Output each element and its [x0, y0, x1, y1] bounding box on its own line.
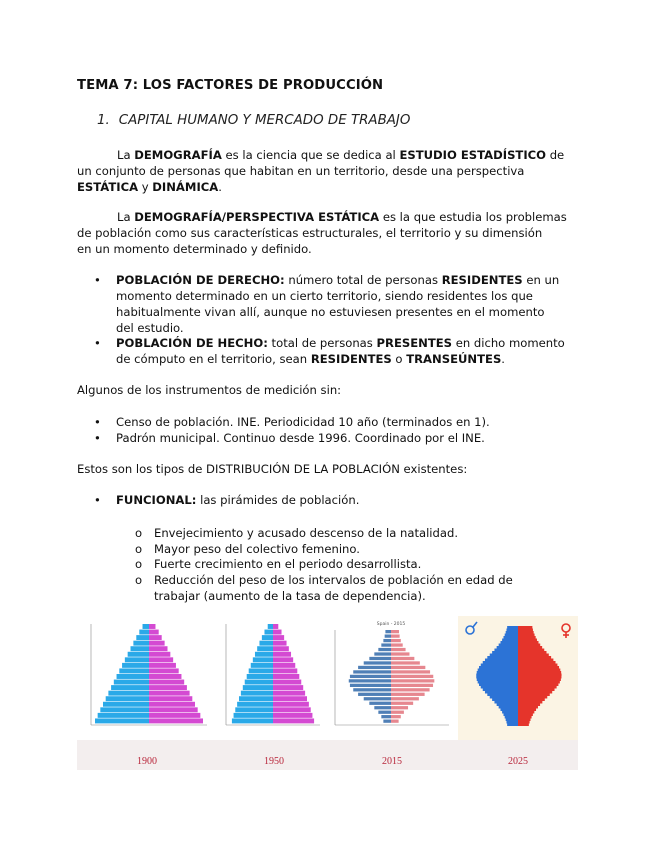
male-bar: [374, 706, 391, 709]
year-label-1900: 1900: [137, 756, 157, 767]
bullet-marker: •: [94, 415, 101, 429]
female-bar: [391, 666, 425, 669]
female-bar: [149, 652, 170, 657]
pyramid-2015: [329, 616, 454, 740]
male-bar: [476, 674, 518, 677]
male-bar: [492, 651, 518, 654]
population-pyramids-figure: [77, 616, 578, 770]
female-bar: [391, 630, 399, 633]
female-bar: [391, 652, 409, 655]
female-bar: [149, 718, 203, 723]
female-bar: [518, 644, 540, 647]
bold-term: RESIDENTES: [441, 273, 523, 287]
female-bar: [149, 707, 198, 712]
male-bar: [245, 680, 273, 685]
text-line: del estudio.: [116, 321, 184, 335]
female-bar: [518, 686, 557, 689]
distribution-intro: Estos son los tipos de DISTRIBUCIÓN DE LA POBLACIÓN existentes:: [77, 462, 468, 476]
female-bar: [518, 629, 533, 632]
text-run: es la que estudia los problemas: [379, 210, 567, 224]
female-bar: [518, 714, 533, 717]
sub-bullet-marker: o: [135, 557, 143, 571]
bold-term: ESTUDIO ESTADÍSTICO: [399, 148, 547, 162]
pyramid-1950-chart: [218, 616, 325, 740]
female-bar: [518, 711, 534, 714]
female-bar: [518, 681, 560, 684]
female-bar: [391, 679, 434, 682]
male-bar: [383, 720, 391, 723]
female-bar: [149, 713, 200, 718]
male-symbol-icon: [466, 626, 474, 634]
male-bar: [350, 684, 391, 687]
female-bar: [518, 694, 550, 697]
male-bar: [483, 689, 518, 692]
female-bar: [518, 651, 546, 654]
female-bar: [518, 664, 557, 667]
pyramid-2025-chart: [458, 616, 578, 740]
text-line: Padrón municipal. Continuo desde 1996. Coordinado por el INE.: [116, 431, 485, 445]
page-title: TEMA 7: LOS FACTORES DE PRODUCCIÓN: [77, 78, 384, 93]
male-bar: [487, 656, 518, 659]
female-bar: [273, 691, 305, 696]
male-bar: [506, 631, 518, 634]
text-line: trabajar (aumento de la tasa de dependencia).: [154, 589, 426, 603]
female-bar: [149, 702, 195, 707]
male-bar: [353, 688, 391, 691]
paragraph-demografia: [77, 147, 577, 195]
male-bar: [251, 663, 273, 668]
female-bar: [518, 661, 556, 664]
text-run: o: [391, 352, 407, 366]
sub-bullet-marker: o: [135, 526, 143, 540]
male-bar: [106, 696, 149, 701]
male-bar: [503, 714, 518, 717]
text-line: momento determinado en un cierto territorio, siendo residentes los que: [116, 289, 533, 303]
sub-bullet-marker: o: [135, 573, 143, 587]
male-bar: [385, 630, 391, 633]
male-bar: [500, 641, 518, 644]
male-bar: [481, 664, 518, 667]
bold-term: PRESENTES: [376, 336, 453, 350]
pyramid-1950: [218, 616, 325, 740]
female-symbol-icon: [562, 624, 570, 632]
bold-term: DINÁMICA: [152, 180, 219, 194]
female-bar: [518, 659, 553, 662]
female-bar: [518, 696, 547, 699]
male-bar: [259, 641, 273, 646]
female-bar: [391, 702, 413, 705]
text-line: habitualmente vivan allí, aunque no estuviesen presentes en el momento: [116, 305, 545, 319]
male-bar: [497, 646, 518, 649]
female-bar: [391, 706, 408, 709]
female-bar: [273, 624, 278, 629]
male-bar: [369, 657, 391, 660]
male-bar: [139, 630, 149, 635]
male-bar: [122, 663, 149, 668]
female-bar: [518, 649, 544, 652]
male-bar: [239, 696, 273, 701]
male-bar: [95, 718, 149, 723]
male-bar: [264, 630, 273, 635]
male-bar: [237, 702, 273, 707]
male-bar: [143, 624, 149, 629]
chart-title: Spain - 2015: [376, 622, 406, 627]
paragraph-estatica: [77, 209, 577, 257]
bullet-funcional: [94, 492, 581, 508]
bold-term: FUNCIONAL:: [116, 493, 197, 507]
female-bar: [149, 630, 159, 635]
text-run: en dicho momento: [452, 336, 565, 350]
bold-term: ESTÁTICA: [77, 180, 139, 194]
female-bar: [273, 646, 289, 651]
female-bar: [391, 643, 403, 646]
female-bar: [273, 652, 291, 657]
pyramid-1900-chart: [77, 616, 214, 740]
bullet-marker: •: [94, 431, 101, 445]
female-bar: [518, 654, 549, 657]
male-bar: [133, 641, 149, 646]
male-bar: [98, 713, 149, 718]
text-line: Mayor peso del colectivo femenino.: [154, 542, 360, 556]
female-bar: [518, 641, 538, 644]
male-bar: [494, 649, 518, 652]
female-bar: [518, 699, 545, 702]
female-bar: [391, 657, 414, 660]
female-bar: [391, 675, 433, 678]
male-bar: [494, 701, 518, 704]
male-bar: [485, 659, 518, 662]
sub-item: [135, 525, 584, 541]
female-bar: [518, 636, 536, 639]
section-title: CAPITAL HUMANO Y MERCADO DE TRABAJO: [118, 113, 411, 128]
male-bar: [232, 718, 273, 723]
male-bar: [114, 680, 149, 685]
male-bar: [490, 696, 518, 699]
male-bar: [100, 707, 149, 712]
female-bar: [273, 641, 287, 646]
female-bar: [149, 624, 155, 629]
male-bar: [108, 691, 149, 696]
female-bar: [391, 634, 400, 637]
female-bar: [273, 663, 295, 668]
male-bar: [241, 691, 273, 696]
text-run: La: [117, 210, 135, 224]
female-bar: [273, 630, 282, 635]
text-line: en un momento determinado y definido.: [77, 242, 312, 256]
male-bar: [125, 657, 149, 662]
text-run: número total de personas: [284, 273, 442, 287]
female-bar: [149, 691, 190, 696]
male-bar: [262, 635, 273, 640]
male-bar: [247, 674, 273, 679]
female-bar: [149, 646, 168, 651]
male-bar: [353, 670, 391, 673]
male-bar: [349, 679, 391, 682]
instruments-intro: Algunos de los instrumentos de medición sin:: [77, 383, 342, 397]
section-heading: [97, 113, 410, 128]
female-bar: [518, 701, 542, 704]
text-line: de población como sus características estructurales, el territorio y su dimensión: [77, 226, 543, 240]
female-bar: [391, 688, 430, 691]
female-bar: [518, 639, 537, 642]
sub-bullet-marker: o: [135, 542, 143, 556]
sub-item: [135, 572, 584, 604]
male-bar: [350, 675, 391, 678]
male-bar: [499, 706, 518, 709]
female-bar: [149, 635, 162, 640]
female-bar: [273, 657, 293, 662]
text-run: de: [546, 148, 565, 162]
text-line: Censo de población. INE. Periodicidad 10 año (terminados en 1).: [116, 415, 490, 429]
male-bar: [119, 668, 149, 673]
male-bar: [268, 624, 273, 629]
text-line: Reducción del peso de los intervalos de población en edad de: [154, 573, 513, 587]
year-label-1950: 1950: [264, 756, 284, 767]
female-bar: [518, 646, 542, 649]
bullet-marker: •: [94, 336, 101, 350]
female-bar: [518, 706, 538, 709]
text-run: total de personas: [267, 336, 377, 350]
female-bar: [149, 685, 187, 690]
text-run: y: [138, 180, 153, 194]
female-bar: [518, 634, 535, 637]
female-bar: [149, 696, 192, 701]
text-run: .: [218, 180, 222, 194]
text-run: .: [501, 352, 505, 366]
male-bar: [478, 681, 518, 684]
bold-term: DEMOGRAFÍA/PERSPECTIVA ESTÁTICA: [134, 210, 380, 224]
female-bar: [149, 668, 179, 673]
bullet-marker: •: [94, 273, 101, 287]
male-bar: [235, 707, 273, 712]
female-bar: [391, 720, 399, 723]
male-bar: [481, 686, 518, 689]
male-bar: [506, 629, 518, 632]
section-number: 1.: [97, 113, 110, 128]
male-bar: [374, 652, 391, 655]
female-bar: [149, 674, 181, 679]
text-run: las pirámides de población.: [196, 493, 360, 507]
female-bar: [518, 669, 560, 672]
bullet-poblacion-hecho: [94, 335, 581, 367]
female-bar: [518, 671, 561, 674]
male-bar: [369, 702, 391, 705]
text-run: en un: [522, 273, 560, 287]
year-label-2025: 2025: [508, 756, 528, 767]
female-bar: [391, 684, 433, 687]
male-bar: [502, 639, 518, 642]
text-line: un conjunto de personas que habitan en un territorio, desde una perspectiva: [77, 164, 525, 178]
female-bar: [273, 668, 297, 673]
female-bar: [518, 689, 555, 692]
male-bar: [477, 671, 518, 674]
female-bar: [518, 704, 540, 707]
male-bar: [378, 648, 391, 651]
male-bar: [381, 643, 391, 646]
male-bar: [479, 666, 518, 669]
male-bar: [136, 635, 149, 640]
male-bar: [476, 676, 518, 679]
male-bar: [507, 724, 518, 727]
text-line: Envejecimiento y acusado descenso de la natalidad.: [154, 526, 459, 540]
female-bar: [391, 697, 419, 700]
female-bar: [518, 679, 561, 682]
female-bar: [518, 691, 552, 694]
male-bar: [364, 661, 391, 664]
male-bar: [253, 657, 273, 662]
female-bar: [391, 639, 401, 642]
female-bar: [273, 707, 311, 712]
bold-term: RESIDENTES: [310, 352, 392, 366]
female-bar: [518, 716, 532, 719]
female-bar: [518, 626, 532, 629]
male-bar: [485, 691, 518, 694]
male-bar: [255, 652, 273, 657]
sub-item: [135, 541, 584, 557]
female-bar: [518, 666, 559, 669]
female-bar: [273, 713, 312, 718]
bold-term: POBLACIÓN DE DERECHO:: [116, 273, 285, 287]
instrument-item: [94, 430, 581, 446]
bullet-poblacion-derecho: [94, 272, 581, 336]
male-bar: [502, 711, 518, 714]
male-bar: [477, 679, 518, 682]
male-bar: [506, 719, 518, 722]
male-bar: [249, 668, 273, 673]
male-bar: [358, 666, 391, 669]
female-bar: [518, 674, 562, 677]
female-bar: [518, 684, 558, 687]
female-bar: [273, 718, 314, 723]
male-bar: [381, 715, 391, 718]
female-bar: [273, 680, 301, 685]
male-bar: [257, 646, 273, 651]
male-bar: [234, 713, 273, 718]
text-run: de cómputo en el territorio, sean: [116, 352, 311, 366]
female-bar: [518, 724, 529, 727]
male-bar: [505, 716, 518, 719]
female-bar: [149, 641, 165, 646]
male-bar: [130, 646, 149, 651]
male-bar: [128, 652, 149, 657]
year-label-2015: 2015: [382, 756, 402, 767]
female-bar: [518, 676, 561, 679]
bullet-marker: •: [94, 493, 101, 507]
male-bar: [111, 685, 149, 690]
male-bar: [497, 704, 518, 707]
female-bar: [273, 702, 309, 707]
pyramid-2015-chart: [329, 616, 454, 740]
male-bar: [492, 699, 518, 702]
female-bar: [518, 656, 551, 659]
bold-term: DEMOGRAFÍA: [134, 148, 222, 162]
male-bar: [507, 626, 518, 629]
female-bar: [149, 680, 184, 685]
pyramid-2025: [458, 616, 578, 740]
male-bar: [478, 669, 518, 672]
female-bar: [149, 657, 173, 662]
bold-term: TRANSEÚNTES: [406, 352, 502, 366]
male-bar: [358, 693, 391, 696]
male-bar: [479, 684, 518, 687]
female-bar: [518, 721, 530, 724]
male-symbol-icon: [473, 622, 477, 627]
bold-term: POBLACIÓN DE HECHO:: [116, 336, 268, 350]
male-bar: [506, 721, 518, 724]
sub-item: [135, 556, 584, 572]
female-bar: [518, 719, 531, 722]
female-bar: [273, 696, 307, 701]
male-bar: [103, 702, 149, 707]
male-bar: [117, 674, 149, 679]
female-bar: [391, 661, 420, 664]
female-bar: [391, 693, 425, 696]
male-bar: [500, 709, 518, 712]
male-bar: [490, 654, 518, 657]
male-bar: [499, 644, 518, 647]
male-bar: [385, 634, 391, 637]
instrument-item: [94, 414, 581, 430]
female-bar: [149, 663, 176, 668]
female-bar: [273, 674, 299, 679]
text-run: es la ciencia que se dedica al: [221, 148, 400, 162]
text-line: Fuerte crecimiento en el periodo desarrollista.: [154, 557, 422, 571]
male-bar: [503, 636, 518, 639]
male-bar: [378, 711, 391, 714]
male-bar: [364, 697, 391, 700]
male-bar: [383, 639, 391, 642]
male-bar: [483, 661, 518, 664]
female-bar: [273, 635, 284, 640]
female-bar: [518, 709, 536, 712]
female-bar: [391, 648, 406, 651]
female-bar: [391, 670, 430, 673]
female-bar: [273, 685, 303, 690]
female-bar: [391, 711, 404, 714]
male-bar: [243, 685, 273, 690]
pyramid-1900: [77, 616, 214, 740]
female-bar: [518, 631, 534, 634]
female-bar: [391, 715, 401, 718]
male-bar: [505, 634, 518, 637]
male-bar: [487, 694, 518, 697]
text-run: La: [117, 148, 135, 162]
